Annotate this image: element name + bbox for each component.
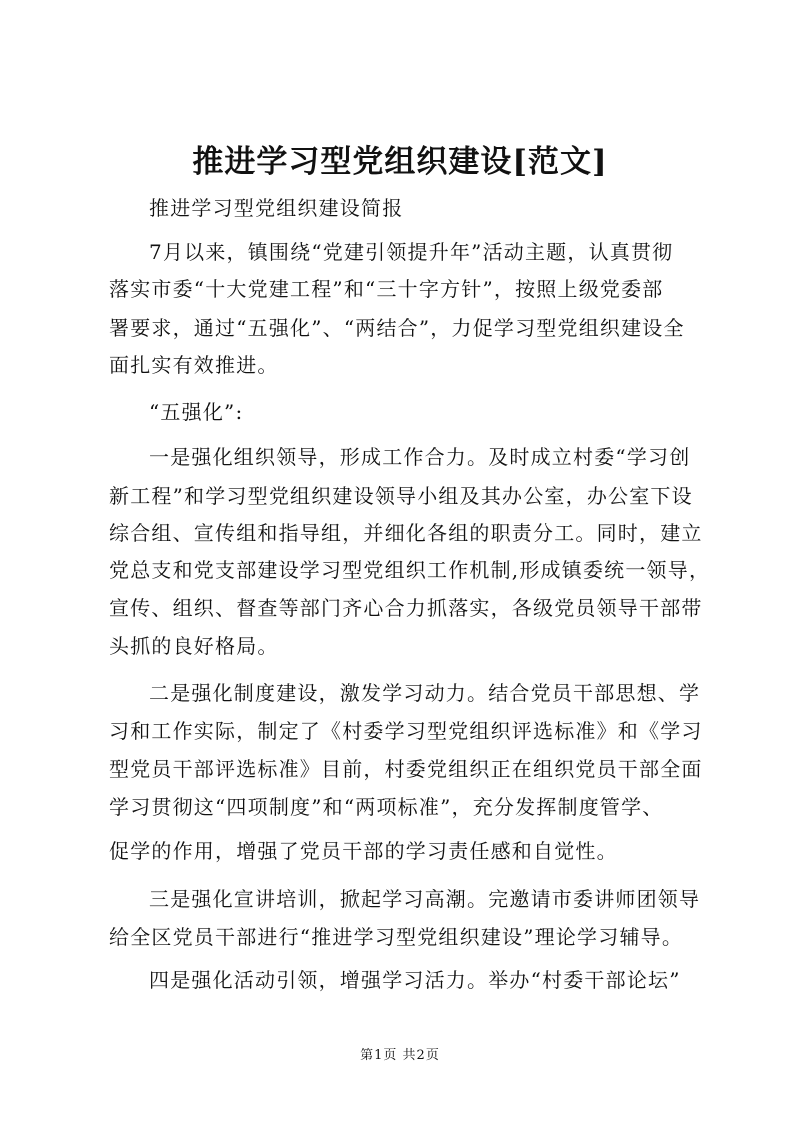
- section-heading: “五强化”:: [149, 400, 244, 424]
- paragraph-line: 促学的作用，增强了党员干部的学习责任感和自觉性。: [109, 839, 618, 863]
- document-title: 推进学习型党组织建设[范文]: [192, 144, 608, 180]
- paragraph-line: 落实市委“十大党建工程”和“三十字方针”，按照上级党委部: [109, 277, 664, 301]
- paragraph-line: 新工程”和学习型党组织建设领导小组及其办公室，办公室下设: [109, 484, 693, 508]
- paragraph-line: 四是强化活动引领，增强学习活力。举办“村委干部论坛”: [149, 968, 681, 992]
- paragraph-line: 面扎实有效推进。: [109, 353, 279, 377]
- paragraph-line: 给全区党员干部进行“推进学习型党组织建设”理论学习辅导。: [109, 925, 684, 949]
- paragraph-line: 7月以来，镇围绕“党建引领提升年”活动主题，认真贯彻: [149, 240, 674, 264]
- paragraph-line: 党总支和党支部建设学习型党组织工作机制,形成镇委统一领导，: [109, 558, 711, 582]
- paragraph-line: 二是强化制度建设，激发学习动力。结合党员干部思想、学: [149, 681, 701, 705]
- paragraph-line: 型党员干部评选标准》目前，村委党组织正在组织党员干部全面: [109, 757, 703, 781]
- subtitle-line: 推进学习型党组织建设简报: [149, 196, 404, 220]
- paragraph-line: 头抓的良好格局。: [109, 634, 279, 658]
- paragraph-line: 学习贯彻这“四项制度”和“两项标准”，充分发挥制度管学、: [109, 795, 664, 819]
- paragraph-line: 习和工作实际，制定了《村委学习型党组织评选标准》和《学习: [109, 719, 703, 743]
- paragraph-line: 宣传、组织、督查等部门齐心合力抓落实，各级党员领导干部带: [109, 596, 703, 620]
- page-footer: 第1页 共2页: [360, 1048, 440, 1063]
- paragraph-line: 一是强化组织领导，形成工作合力。及时成立村委“学习创: [149, 445, 691, 469]
- paragraph-line: 署要求，通过“五强化”、“两结合”，力促学习型党组织建设全: [109, 316, 685, 340]
- paragraph-line: 三是强化宣讲培训，掀起学习高潮。完邀请市委讲师团领导: [149, 887, 701, 911]
- paragraph-line: 综合组、宣传组和指导组，并细化各组的职责分工。同时，建立: [109, 521, 703, 545]
